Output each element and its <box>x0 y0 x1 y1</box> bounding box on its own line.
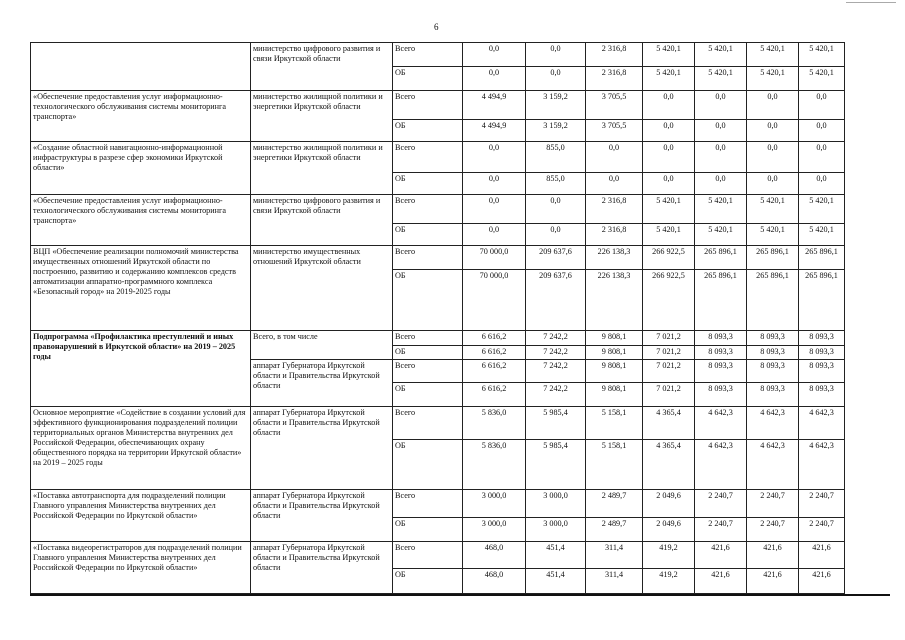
amount-cell: 5 985,4 <box>526 440 586 490</box>
table-row <box>31 142 845 173</box>
amount-cell: 0,0 <box>643 142 695 173</box>
amount-cell: 70 000,0 <box>463 270 526 331</box>
executor-cell: Всего, в том числе <box>251 331 393 360</box>
amount-cell: 419,2 <box>643 569 695 594</box>
amount-cell: 265 896,1 <box>799 246 845 270</box>
amount-cell: 5 420,1 <box>799 67 845 91</box>
amount-cell: 3 705,5 <box>586 120 643 142</box>
amount-cell: 0,0 <box>695 91 747 120</box>
amount-cell: 0,0 <box>747 173 799 195</box>
amount-cell: 9 808,1 <box>586 346 643 360</box>
amount-cell: 5 420,1 <box>643 43 695 67</box>
executor-cell: министерство жилищной политики и энергетики Иркутской области <box>251 91 393 142</box>
amount-cell: 0,0 <box>695 142 747 173</box>
funding-type-cell: ОБ <box>393 224 463 246</box>
amount-cell: 2 240,7 <box>747 490 799 518</box>
amount-cell: 8 093,3 <box>747 331 799 346</box>
amount-cell: 2 316,8 <box>586 67 643 91</box>
amount-cell: 0,0 <box>526 67 586 91</box>
amount-cell: 6 616,2 <box>463 360 526 383</box>
amount-cell: 7 242,2 <box>526 360 586 383</box>
amount-cell: 0,0 <box>463 67 526 91</box>
amount-cell: 265 896,1 <box>695 270 747 331</box>
page-number: 6 <box>434 22 439 32</box>
amount-cell: 4 494,9 <box>463 120 526 142</box>
amount-cell: 5 420,1 <box>799 195 845 224</box>
amount-cell: 4 494,9 <box>463 91 526 120</box>
amount-cell: 8 093,3 <box>747 383 799 407</box>
table-body <box>31 43 845 594</box>
amount-cell: 226 138,3 <box>586 246 643 270</box>
amount-cell: 8 093,3 <box>799 346 845 360</box>
amount-cell: 5 420,1 <box>643 195 695 224</box>
amount-cell: 311,4 <box>586 569 643 594</box>
bottom-rule <box>30 594 890 596</box>
amount-cell: 0,0 <box>463 195 526 224</box>
funding-type-cell: ОБ <box>393 120 463 142</box>
activity-name-cell: «Обеспечение предоставления услуг информационно-технологического обслуживания системы мониторинга транспорта» <box>31 91 251 142</box>
executor-cell: аппарат Губернатора Иркутской области и Правительства Иркутской области <box>251 407 393 490</box>
funding-type-cell: Всего <box>393 91 463 120</box>
amount-cell: 0,0 <box>799 142 845 173</box>
amount-cell: 0,0 <box>799 91 845 120</box>
amount-cell: 0,0 <box>747 142 799 173</box>
funding-type-cell: Всего <box>393 360 463 383</box>
amount-cell: 2 316,8 <box>586 195 643 224</box>
amount-cell: 421,6 <box>695 542 747 569</box>
amount-cell: 9 808,1 <box>586 383 643 407</box>
amount-cell: 468,0 <box>463 542 526 569</box>
amount-cell: 8 093,3 <box>747 360 799 383</box>
amount-cell: 4 642,3 <box>695 407 747 440</box>
amount-cell: 5 420,1 <box>747 224 799 246</box>
amount-cell: 0,0 <box>463 43 526 67</box>
amount-cell: 209 637,6 <box>526 246 586 270</box>
amount-cell: 4 365,4 <box>643 440 695 490</box>
amount-cell: 5 420,1 <box>643 67 695 91</box>
table-row <box>31 246 845 270</box>
amount-cell: 2 240,7 <box>799 490 845 518</box>
amount-cell: 3 159,2 <box>526 91 586 120</box>
amount-cell: 421,6 <box>799 569 845 594</box>
amount-cell: 8 093,3 <box>695 360 747 383</box>
amount-cell: 3 000,0 <box>526 490 586 518</box>
amount-cell: 209 637,6 <box>526 270 586 331</box>
activity-name-cell: Основное мероприятие «Содействие в создании условий для эффективного функционирования подразделений полиции территориальных органов Министерства внутренних дел Российской Федерации, обеспечивающих охрану общественного порядка на территории Иркутской области» на 2019 – 2025 годы <box>31 407 251 490</box>
funding-type-cell: ОБ <box>393 440 463 490</box>
table-row <box>31 91 845 120</box>
amount-cell: 226 138,3 <box>586 270 643 331</box>
table-row <box>31 195 845 224</box>
amount-cell: 0,0 <box>526 43 586 67</box>
amount-cell: 5 420,1 <box>747 67 799 91</box>
funding-type-cell: ОБ <box>393 346 463 360</box>
funding-type-cell: Всего <box>393 142 463 173</box>
executor-cell: министерство цифрового развития и связи Иркутской области <box>251 43 393 91</box>
amount-cell: 8 093,3 <box>695 331 747 346</box>
amount-cell: 8 093,3 <box>799 331 845 346</box>
amount-cell: 5 985,4 <box>526 407 586 440</box>
amount-cell: 0,0 <box>463 173 526 195</box>
activity-name-cell: «Создание областной навигационно-информационной инфраструктуры в разрезе сфер экономики Иркутской области» <box>31 142 251 195</box>
amount-cell: 5 420,1 <box>799 224 845 246</box>
amount-cell: 0,0 <box>643 91 695 120</box>
amount-cell: 3 159,2 <box>526 120 586 142</box>
amount-cell: 266 922,5 <box>643 246 695 270</box>
amount-cell: 7 021,2 <box>643 346 695 360</box>
amount-cell: 3 000,0 <box>463 518 526 542</box>
amount-cell: 7 242,2 <box>526 383 586 407</box>
amount-cell: 8 093,3 <box>695 383 747 407</box>
amount-cell: 2 489,7 <box>586 518 643 542</box>
activity-name-cell <box>31 43 251 91</box>
funding-type-cell: ОБ <box>393 67 463 91</box>
amount-cell: 0,0 <box>747 91 799 120</box>
amount-cell: 0,0 <box>799 120 845 142</box>
amount-cell: 4 642,3 <box>799 440 845 490</box>
funding-type-cell: ОБ <box>393 518 463 542</box>
amount-cell: 451,4 <box>526 569 586 594</box>
funding-type-cell: ОБ <box>393 569 463 594</box>
executor-cell: аппарат Губернатора Иркутской области и Правительства Иркутской области <box>251 542 393 594</box>
amount-cell: 3 000,0 <box>526 518 586 542</box>
table-row <box>31 43 845 67</box>
corner-mark <box>846 2 896 3</box>
amount-cell: 855,0 <box>526 173 586 195</box>
amount-cell: 8 093,3 <box>695 346 747 360</box>
executor-cell: аппарат Губернатора Иркутской области и Правительства Иркутской области <box>251 490 393 542</box>
executor-cell: министерство жилищной политики и энергетики Иркутской области <box>251 142 393 195</box>
amount-cell: 2 240,7 <box>695 490 747 518</box>
amount-cell: 451,4 <box>526 542 586 569</box>
activity-name-cell: «Поставка автотранспорта для подразделений полиции Главного управления Министерства внутренних дел Российской Федерации по Иркутской области» <box>31 490 251 542</box>
funding-type-cell: ОБ <box>393 383 463 407</box>
funding-type-cell: Всего <box>393 490 463 518</box>
amount-cell: 2 240,7 <box>799 518 845 542</box>
amount-cell: 2 049,6 <box>643 518 695 542</box>
amount-cell: 0,0 <box>799 173 845 195</box>
amount-cell: 4 365,4 <box>643 407 695 440</box>
amount-cell: 4 642,3 <box>695 440 747 490</box>
amount-cell: 7 242,2 <box>526 331 586 346</box>
amount-cell: 8 093,3 <box>747 346 799 360</box>
funding-type-cell: ОБ <box>393 270 463 331</box>
amount-cell: 3 705,5 <box>586 91 643 120</box>
amount-cell: 5 420,1 <box>747 195 799 224</box>
amount-cell: 0,0 <box>586 142 643 173</box>
funding-type-cell: Всего <box>393 195 463 224</box>
amount-cell: 265 896,1 <box>695 246 747 270</box>
amount-cell: 468,0 <box>463 569 526 594</box>
amount-cell: 311,4 <box>586 542 643 569</box>
amount-cell: 5 420,1 <box>695 43 747 67</box>
activity-name-cell: ВЦП «Обеспечение реализации полномочий министерства имущественных отношений Иркутской области по построению, развитию и содержанию комплексов средств автоматизации аппаратно-программного комплекса «Безопасный город» на 2019-2025 годы <box>31 246 251 331</box>
amount-cell: 4 642,3 <box>747 440 799 490</box>
amount-cell: 265 896,1 <box>747 246 799 270</box>
activity-name-cell: Подпрограмма «Профилактика преступлений и иных правонарушений в Иркутской области» на 2019 – 2025 годы <box>31 331 251 407</box>
amount-cell: 421,6 <box>695 569 747 594</box>
amount-cell: 5 836,0 <box>463 440 526 490</box>
table-row <box>31 331 845 346</box>
activity-name-cell: «Поставка видеорегистраторов для подразделений полиции Главного управления Министерства внутренних дел Российской Федерации по Иркутской области» <box>31 542 251 594</box>
amount-cell: 5 420,1 <box>695 195 747 224</box>
amount-cell: 0,0 <box>643 173 695 195</box>
amount-cell: 0,0 <box>695 120 747 142</box>
amount-cell: 5 420,1 <box>799 43 845 67</box>
amount-cell: 9 808,1 <box>586 360 643 383</box>
funding-type-cell: Всего <box>393 246 463 270</box>
amount-cell: 5 836,0 <box>463 407 526 440</box>
amount-cell: 0,0 <box>463 142 526 173</box>
amount-cell: 5 420,1 <box>747 43 799 67</box>
amount-cell: 8 093,3 <box>799 383 845 407</box>
amount-cell: 0,0 <box>463 224 526 246</box>
amount-cell: 421,6 <box>799 542 845 569</box>
amount-cell: 265 896,1 <box>747 270 799 331</box>
activity-name-cell: «Обеспечение предоставления услуг информационно-технологического обслуживания системы мониторинга транспорта» <box>31 195 251 246</box>
amount-cell: 2 316,8 <box>586 224 643 246</box>
amount-cell: 7 242,2 <box>526 346 586 360</box>
amount-cell: 0,0 <box>526 195 586 224</box>
amount-cell: 0,0 <box>526 224 586 246</box>
funding-type-cell: Всего <box>393 407 463 440</box>
amount-cell: 2 316,8 <box>586 43 643 67</box>
amount-cell: 0,0 <box>643 120 695 142</box>
funding-type-cell: Всего <box>393 331 463 346</box>
amount-cell: 5 158,1 <box>586 440 643 490</box>
amount-cell: 70 000,0 <box>463 246 526 270</box>
executor-cell: министерство цифрового развития и связи Иркутской области <box>251 195 393 246</box>
amount-cell: 266 922,5 <box>643 270 695 331</box>
executor-cell: аппарат Губернатора Иркутской области и Правительства Иркутской области <box>251 360 393 407</box>
amount-cell: 4 642,3 <box>747 407 799 440</box>
table-row <box>31 490 845 518</box>
funding-type-cell: Всего <box>393 542 463 569</box>
amount-cell: 7 021,2 <box>643 360 695 383</box>
amount-cell: 0,0 <box>747 120 799 142</box>
amount-cell: 421,6 <box>747 542 799 569</box>
table-row <box>31 407 845 440</box>
amount-cell: 5 420,1 <box>643 224 695 246</box>
amount-cell: 421,6 <box>747 569 799 594</box>
amount-cell: 0,0 <box>586 173 643 195</box>
amount-cell: 0,0 <box>695 173 747 195</box>
amount-cell: 2 240,7 <box>695 518 747 542</box>
amount-cell: 8 093,3 <box>799 360 845 383</box>
amount-cell: 6 616,2 <box>463 383 526 407</box>
amount-cell: 2 489,7 <box>586 490 643 518</box>
amount-cell: 5 420,1 <box>695 224 747 246</box>
amount-cell: 419,2 <box>643 542 695 569</box>
funding-type-cell: ОБ <box>393 173 463 195</box>
executor-cell: министерство имущественных отношений Иркутской области <box>251 246 393 331</box>
budget-table <box>30 42 845 594</box>
amount-cell: 855,0 <box>526 142 586 173</box>
amount-cell: 4 642,3 <box>799 407 845 440</box>
amount-cell: 7 021,2 <box>643 383 695 407</box>
amount-cell: 3 000,0 <box>463 490 526 518</box>
amount-cell: 6 616,2 <box>463 346 526 360</box>
funding-type-cell: Всего <box>393 43 463 67</box>
table-row <box>31 542 845 569</box>
amount-cell: 7 021,2 <box>643 331 695 346</box>
amount-cell: 2 240,7 <box>747 518 799 542</box>
amount-cell: 5 420,1 <box>695 67 747 91</box>
amount-cell: 6 616,2 <box>463 331 526 346</box>
amount-cell: 5 158,1 <box>586 407 643 440</box>
amount-cell: 265 896,1 <box>799 270 845 331</box>
amount-cell: 2 049,6 <box>643 490 695 518</box>
amount-cell: 9 808,1 <box>586 331 643 346</box>
